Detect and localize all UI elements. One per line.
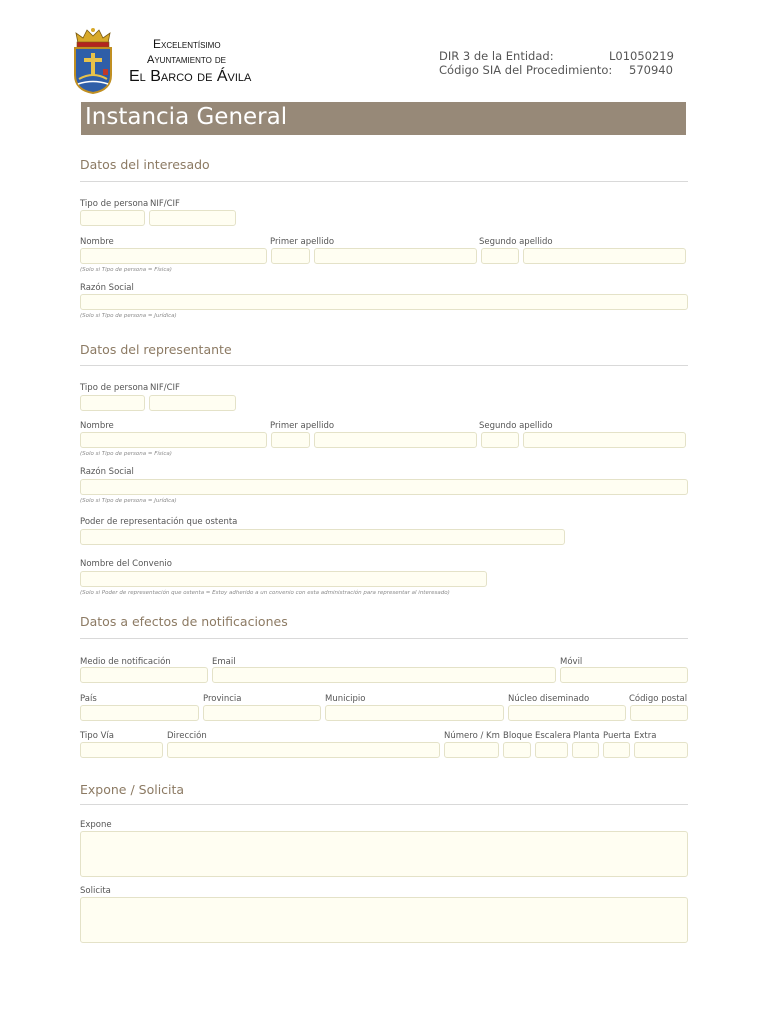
bloque-label: Bloque (503, 731, 533, 741)
interesado-razon-social-field[interactable] (80, 294, 688, 310)
medio-notificacion-label: Medio de notificación (80, 657, 171, 667)
movil-field[interactable] (560, 667, 688, 683)
escalera-field[interactable] (535, 742, 568, 758)
interesado-tipo-persona-select[interactable] (80, 210, 145, 226)
interesado-primer-apellido-field[interactable] (314, 248, 477, 264)
section-heading-representante: Datos del representante (80, 342, 232, 357)
municipio-label: Municipio (325, 694, 366, 704)
section-divider (80, 804, 688, 805)
representante-tipo-persona-label: Tipo de persona (80, 383, 149, 393)
representante-primer-apellido-field[interactable] (314, 432, 477, 448)
direccion-field[interactable] (167, 742, 440, 758)
provincia-label: Provincia (203, 694, 242, 704)
email-field[interactable] (212, 667, 556, 683)
movil-label: Móvil (560, 657, 583, 667)
interesado-segundo-apellido-field[interactable] (523, 248, 686, 264)
pais-label: País (80, 694, 97, 704)
representante-primer-apellido-label: Primer apellido (270, 421, 335, 431)
municipio-select[interactable] (325, 705, 504, 721)
codigo-postal-field[interactable] (630, 705, 688, 721)
representante-convenio-note: (Solo si Poder de representación que ostenta = Estoy adherido a un convenio con esta administración para representar al interesado) (80, 590, 450, 596)
interesado-razon-social-label: Razón Social (80, 283, 134, 293)
numero-km-label: Número / Km (444, 731, 500, 741)
interesado-fisica-note: (Solo si Tipo de persona = Física) (80, 267, 172, 273)
extra-label: Extra (634, 731, 657, 741)
bloque-field[interactable] (503, 742, 531, 758)
escalera-label: Escalera (535, 731, 571, 741)
direccion-label: Dirección (167, 731, 207, 741)
tipo-via-label: Tipo Vía (80, 731, 114, 741)
sia-label: Código SIA del Procedimiento: (439, 63, 613, 77)
email-label: Email (212, 657, 236, 667)
expone-label: Expone (80, 820, 112, 830)
expone-textarea[interactable] (80, 831, 688, 877)
solicita-label: Solicita (80, 886, 111, 896)
dir3-label: DIR 3 de la Entidad: (439, 49, 554, 63)
provincia-select[interactable] (203, 705, 321, 721)
planta-label: Planta (573, 731, 600, 741)
interesado-primer-apellido-particle-field[interactable] (271, 248, 310, 264)
interesado-juridica-note: (Solo si Tipo de persona = Jurídica) (80, 313, 177, 319)
representante-fisica-note: (Solo si Tipo de persona = Física) (80, 451, 172, 457)
solicita-textarea[interactable] (80, 897, 688, 943)
representante-nombre-label: Nombre (80, 421, 114, 431)
dir3-value: L01050219 (609, 49, 674, 63)
interesado-segundo-apellido-particle-field[interactable] (481, 248, 519, 264)
representante-poder-label: Poder de representación que ostenta (80, 517, 238, 527)
section-divider (80, 638, 688, 639)
representante-nif-field[interactable] (149, 395, 236, 411)
section-heading-notificaciones: Datos a efectos de notificaciones (80, 614, 288, 629)
representante-juridica-note: (Solo si Tipo de persona = Jurídica) (80, 498, 177, 504)
tipo-via-select[interactable] (80, 742, 163, 758)
extra-field[interactable] (634, 742, 688, 758)
codigo-postal-label: Código postal (629, 694, 688, 704)
interesado-nombre-field[interactable] (80, 248, 267, 264)
interesado-tipo-persona-label: Tipo de persona (80, 199, 149, 209)
puerta-label: Puerta (603, 731, 631, 741)
interesado-primer-apellido-label: Primer apellido (270, 237, 335, 247)
representante-poder-select[interactable] (80, 529, 565, 545)
representante-segundo-apellido-field[interactable] (523, 432, 686, 448)
puerta-field[interactable] (603, 742, 630, 758)
numero-km-field[interactable] (444, 742, 499, 758)
planta-field[interactable] (572, 742, 599, 758)
section-divider (80, 365, 688, 366)
representante-segundo-apellido-particle-field[interactable] (481, 432, 519, 448)
representante-convenio-field[interactable] (80, 571, 487, 587)
section-divider (80, 181, 688, 182)
representante-razon-social-field[interactable] (80, 479, 688, 495)
entity-name-line3: El Barco de Ávila (129, 68, 252, 85)
representante-tipo-persona-select[interactable] (80, 395, 145, 411)
municipal-coat-of-arms (70, 27, 116, 95)
medio-notificacion-select[interactable] (80, 667, 208, 683)
entity-name-line1: Excelentísimo (153, 37, 221, 51)
entity-name-line2: Ayuntamiento de (147, 54, 226, 66)
representante-segundo-apellido-label: Segundo apellido (479, 421, 553, 431)
representante-razon-social-label: Razón Social (80, 467, 134, 477)
representante-nombre-field[interactable] (80, 432, 267, 448)
form-title-bar (81, 102, 686, 135)
pais-select[interactable] (80, 705, 199, 721)
representante-primer-apellido-particle-field[interactable] (271, 432, 310, 448)
interesado-nombre-label: Nombre (80, 237, 114, 247)
form-title: Instancia General (85, 104, 288, 130)
interesado-nif-label: NIF/CIF (150, 199, 180, 209)
representante-nif-label: NIF/CIF (150, 383, 180, 393)
section-heading-expone-solicita: Expone / Solicita (80, 782, 185, 797)
representante-convenio-label: Nombre del Convenio (80, 559, 172, 569)
nucleo-diseminado-field[interactable] (508, 705, 626, 721)
interesado-segundo-apellido-label: Segundo apellido (479, 237, 553, 247)
interesado-nif-field[interactable] (149, 210, 236, 226)
nucleo-diseminado-label: Núcleo diseminado (508, 694, 590, 704)
section-heading-interesado: Datos del interesado (80, 157, 210, 172)
sia-value: 570940 (629, 63, 673, 77)
